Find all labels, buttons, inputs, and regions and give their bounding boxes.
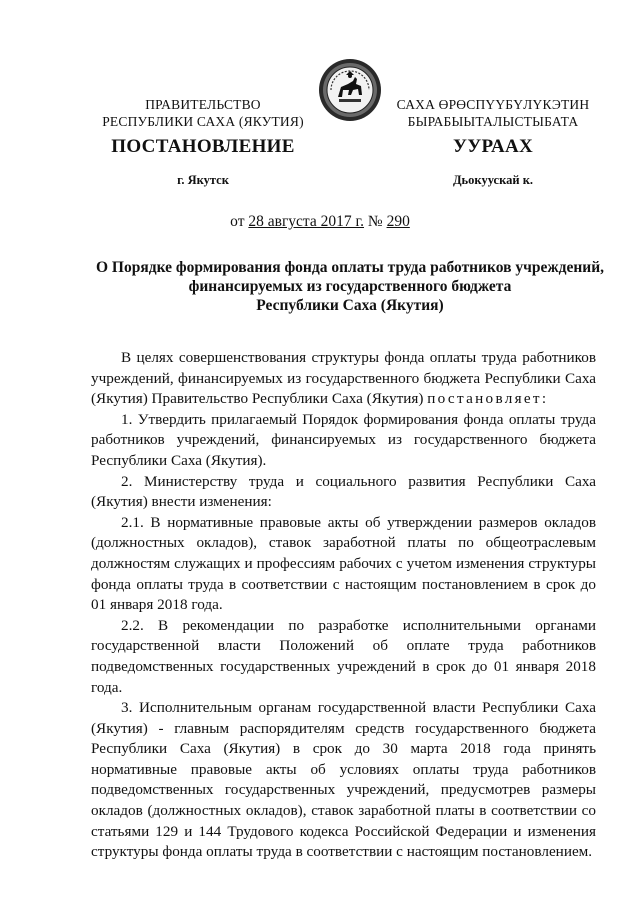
header-left-line1: ПРАВИТЕЛЬСТВО bbox=[145, 97, 261, 112]
header-right-line2: БЫРАБЫЫТАЛЫСТЫБАТА bbox=[407, 114, 579, 129]
decree-date: 28 августа 2017 г. bbox=[248, 213, 365, 230]
subject-line1: О Порядке формирования фонда оплаты труда работников учреждений, bbox=[96, 259, 604, 276]
date-line bbox=[0, 213, 640, 231]
city-ru: г. Якутск bbox=[177, 173, 229, 187]
document-type-title-ru: ПОСТАНОВЛЕНИЕ bbox=[111, 136, 295, 157]
subject-line2: финансируемых из государственного бюджета bbox=[188, 278, 512, 295]
paragraph-2-2: 2.2. В рекомендации по разработке исполнительными органами государственной власти Положений об оплате труда работников подведомственных государственных учреждений в срок до 01 января 2018 года. bbox=[91, 616, 596, 696]
paragraph-2-1: 2.1. В нормативные правовые акты об утверждении размеров окладов (должностных окладов), ставок заработной платы по общеотраслевым должностям служащих и профессиям рабочих с учетом изменения структуры фонда оплаты труда в соответствии с настоящим постановлением в срок до 01 января 2018 года. bbox=[91, 513, 596, 614]
date-prefix: от bbox=[230, 213, 249, 230]
coat-of-arms-icon bbox=[317, 57, 383, 123]
number-prefix: № bbox=[364, 213, 387, 230]
subject-line3: Республики Саха (Якутия) bbox=[256, 297, 444, 314]
header-right bbox=[388, 96, 598, 130]
preamble-text: В целях совершенствования структуры фонда оплаты труда работников учреждений, финансируемых из государственного бюджета Республики Саха (Якутия) Правительство Республики Саха (Якутия) bbox=[91, 349, 596, 408]
paragraph-preamble bbox=[91, 348, 596, 410]
paragraph-2: 2. Министерству труда и социального развития Республики Саха (Якутия) внести изменения: bbox=[91, 472, 596, 511]
decree-subject bbox=[80, 258, 620, 315]
decree-verb: постановляет: bbox=[427, 390, 549, 408]
city-sah: Дьокуускай к. bbox=[452, 173, 534, 187]
header-left bbox=[98, 96, 308, 130]
document-type-title-sah: УУРААХ bbox=[452, 136, 534, 157]
header-left-line2: РЕСПУБЛИКИ САХА (ЯКУТИЯ) bbox=[102, 114, 304, 129]
paragraph-3: 3. Исполнительным органам государственной власти Республики Саха (Якутия) - главным распорядителям средств государственного бюджета Республики Саха (Якутия) в срок до 30 марта 2018 года принять нормативные правовые акты об условиях оплаты труда работников подведомственных государственных учреждений, предусмотрев размеры окладов (должностных окладов), ставок заработной платы в соответствии со статьями 129 и 144 Трудового кодекса Российской Федерации и изменения структуры фонда оплаты труда в соответствии с настоящим постановлением. bbox=[91, 699, 596, 861]
decree-body bbox=[91, 348, 596, 863]
decree-number: 290 bbox=[386, 213, 410, 230]
header-right-line1: САХА ӨРӨСПҮҮБҮЛҮКЭТИН bbox=[396, 97, 590, 112]
paragraph-1: 1. Утвердить прилагаемый Порядок формирования фонда оплаты труда работников учреждений, финансируемых из государственного бюджета Республики Саха (Якутия). bbox=[91, 410, 596, 469]
